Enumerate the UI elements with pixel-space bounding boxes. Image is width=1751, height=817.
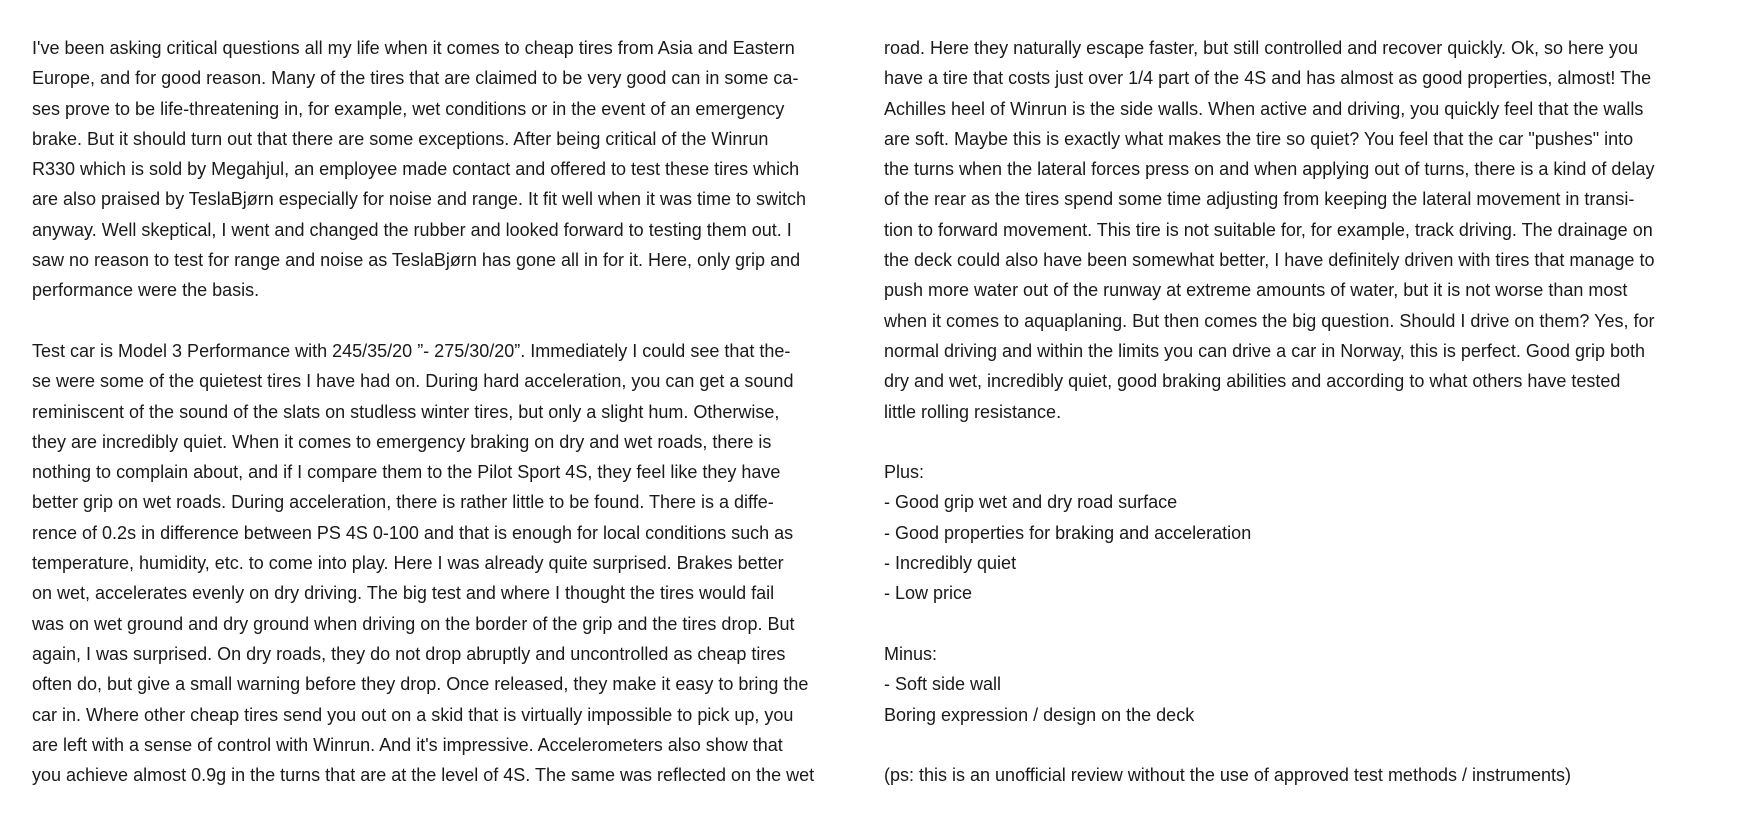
plus-section bbox=[884, 457, 1729, 608]
text-line: I've been asking critical questions all my life when it comes to cheap tires from Asia and Eastern bbox=[32, 38, 795, 58]
text-line: you achieve almost 0.9g in the turns that are at the level of 4S. The same was reflected on the wet bbox=[32, 765, 815, 786]
text-line: ses prove to be life-threatening in, for example, wet conditions or in the event of an emergency bbox=[32, 98, 785, 119]
text-line: temperature, humidity, etc. to come into play. Here I was already quite surprised. Brakes better bbox=[32, 553, 784, 574]
text-line: Europe, and for good reason. Many of the tires that are claimed to be very good can in some ca- bbox=[32, 68, 799, 89]
text-line: rence of 0.2s in difference between PS 4S 0-100 and that is enough for local conditions such as bbox=[32, 522, 794, 543]
paragraph-spacer bbox=[32, 306, 872, 336]
text-line: brake. But it should turn out that there are some exceptions. After being critical of the Winrun bbox=[32, 128, 769, 149]
plus-item: - Incredibly quiet bbox=[884, 553, 1017, 574]
text-line: saw no reason to test for range and noise as TeslaBjørn has gone all in for it. Here, only grip and bbox=[32, 250, 801, 271]
text-line: when it comes to aquaplaning. But then comes the big question. Should I drive on them? Yes, for bbox=[884, 310, 1655, 331]
text-line: the turns when the lateral forces press on and when applying out of turns, there is a kind of delay bbox=[884, 159, 1655, 180]
text-line: reminiscent of the sound of the slats on studless winter tires, but only a slight hum. Otherwise, bbox=[32, 401, 780, 422]
minus-heading: Minus: bbox=[884, 643, 938, 664]
minus-section bbox=[884, 639, 1729, 730]
text-line: road. Here they naturally escape faster, but still controlled and recover quickly. Ok, so here you bbox=[884, 38, 1639, 58]
intro-paragraph bbox=[32, 33, 872, 306]
text-line: are left with a sense of control with Winrun. And it's impressive. Accelerometers also show that bbox=[32, 734, 783, 755]
text-line: nothing to complain about, and if I compare them to the Pilot Sport 4S, they feel like they have bbox=[32, 462, 781, 483]
plus-item: - Good grip wet and dry road surface bbox=[884, 492, 1178, 513]
text-line: tion to forward movement. This tire is not suitable for, for example, track driving. The drainage on bbox=[884, 219, 1653, 240]
text-line: little rolling resistance. bbox=[884, 401, 1062, 422]
text-line: often do, but give a small warning before they drop. Once released, they make it easy to bring the bbox=[32, 674, 809, 695]
text-line: performance were the basis. bbox=[32, 280, 260, 301]
paragraph-spacer bbox=[884, 427, 1729, 457]
text-line: on wet, accelerates evenly on dry driving. The big test and where I thought the tires would fail bbox=[32, 583, 775, 604]
text-line: better grip on wet roads. During acceleration, there is rather little to be found. There is a diffe- bbox=[32, 492, 774, 513]
right-column bbox=[884, 33, 1729, 790]
text-line: dry and wet, incredibly quiet, good braking abilities and according to what others have tested bbox=[884, 371, 1621, 392]
paragraph-spacer bbox=[884, 730, 1729, 760]
plus-item: - Good properties for braking and acceleration bbox=[884, 522, 1252, 543]
text-line: Test car is Model 3 Performance with 245/35/20 ”- 275/30/20”. Immediately I could see that the- bbox=[32, 340, 791, 361]
text-line: the deck could also have been somewhat better, I have definitely driven with tires that manage to bbox=[884, 250, 1655, 271]
test-paragraph bbox=[32, 336, 872, 790]
minus-item: Boring expression / design on the deck bbox=[884, 704, 1195, 725]
text-line: was on wet ground and dry ground when driving on the border of the grip and the tires drop. But bbox=[32, 613, 795, 634]
text-line: have a tire that costs just over 1/4 part of the 4S and has almost as good properties, almost! The bbox=[884, 68, 1652, 89]
text-line: Achilles heel of Winrun is the side walls. When active and driving, you quickly feel that the walls bbox=[884, 98, 1644, 119]
text-line: are soft. Maybe this is exactly what makes the tire so quiet? You feel that the car "pushes" into bbox=[884, 128, 1634, 149]
minus-item: - Soft side wall bbox=[884, 674, 1002, 695]
text-line: R330 which is sold by Megahjul, an employee made contact and offered to test these tires which bbox=[32, 159, 800, 180]
text-line: car in. Where other cheap tires send you out on a skid that is virtually impossible to pick up, you bbox=[32, 704, 794, 725]
text-line: normal driving and within the limits you can drive a car in Norway, this is perfect. Good grip both bbox=[884, 340, 1646, 361]
text-line: se were some of the quietest tires I have had on. During hard acceleration, you can get a sound bbox=[32, 371, 794, 392]
text-line: they are incredibly quiet. When it comes to emergency braking on dry and wet roads, there is bbox=[32, 431, 772, 452]
left-column bbox=[32, 33, 872, 790]
paragraph-spacer bbox=[884, 609, 1729, 639]
text-line: are also praised by TeslaBjørn especially for noise and range. It fit well when it was time to switch bbox=[32, 189, 807, 210]
text-line: again, I was surprised. On dry roads, they do not drop abruptly and uncontrolled as cheap tires bbox=[32, 643, 786, 664]
continuation-paragraph bbox=[884, 33, 1729, 427]
text-line: anyway. Well skeptical, I went and changed the rubber and looked forward to testing them out. I bbox=[32, 219, 792, 240]
plus-item: - Low price bbox=[884, 583, 973, 604]
plus-heading: Plus: bbox=[884, 462, 925, 483]
text-line: of the rear as the tires spend some time adjusting from keeping the lateral movement in transi- bbox=[884, 189, 1635, 210]
disclaimer-note: (ps: this is an unofficial review without the use of approved test methods / instruments) bbox=[884, 765, 1572, 786]
text-line: push more water out of the runway at extreme amounts of water, but it is not worse than most bbox=[884, 280, 1628, 301]
